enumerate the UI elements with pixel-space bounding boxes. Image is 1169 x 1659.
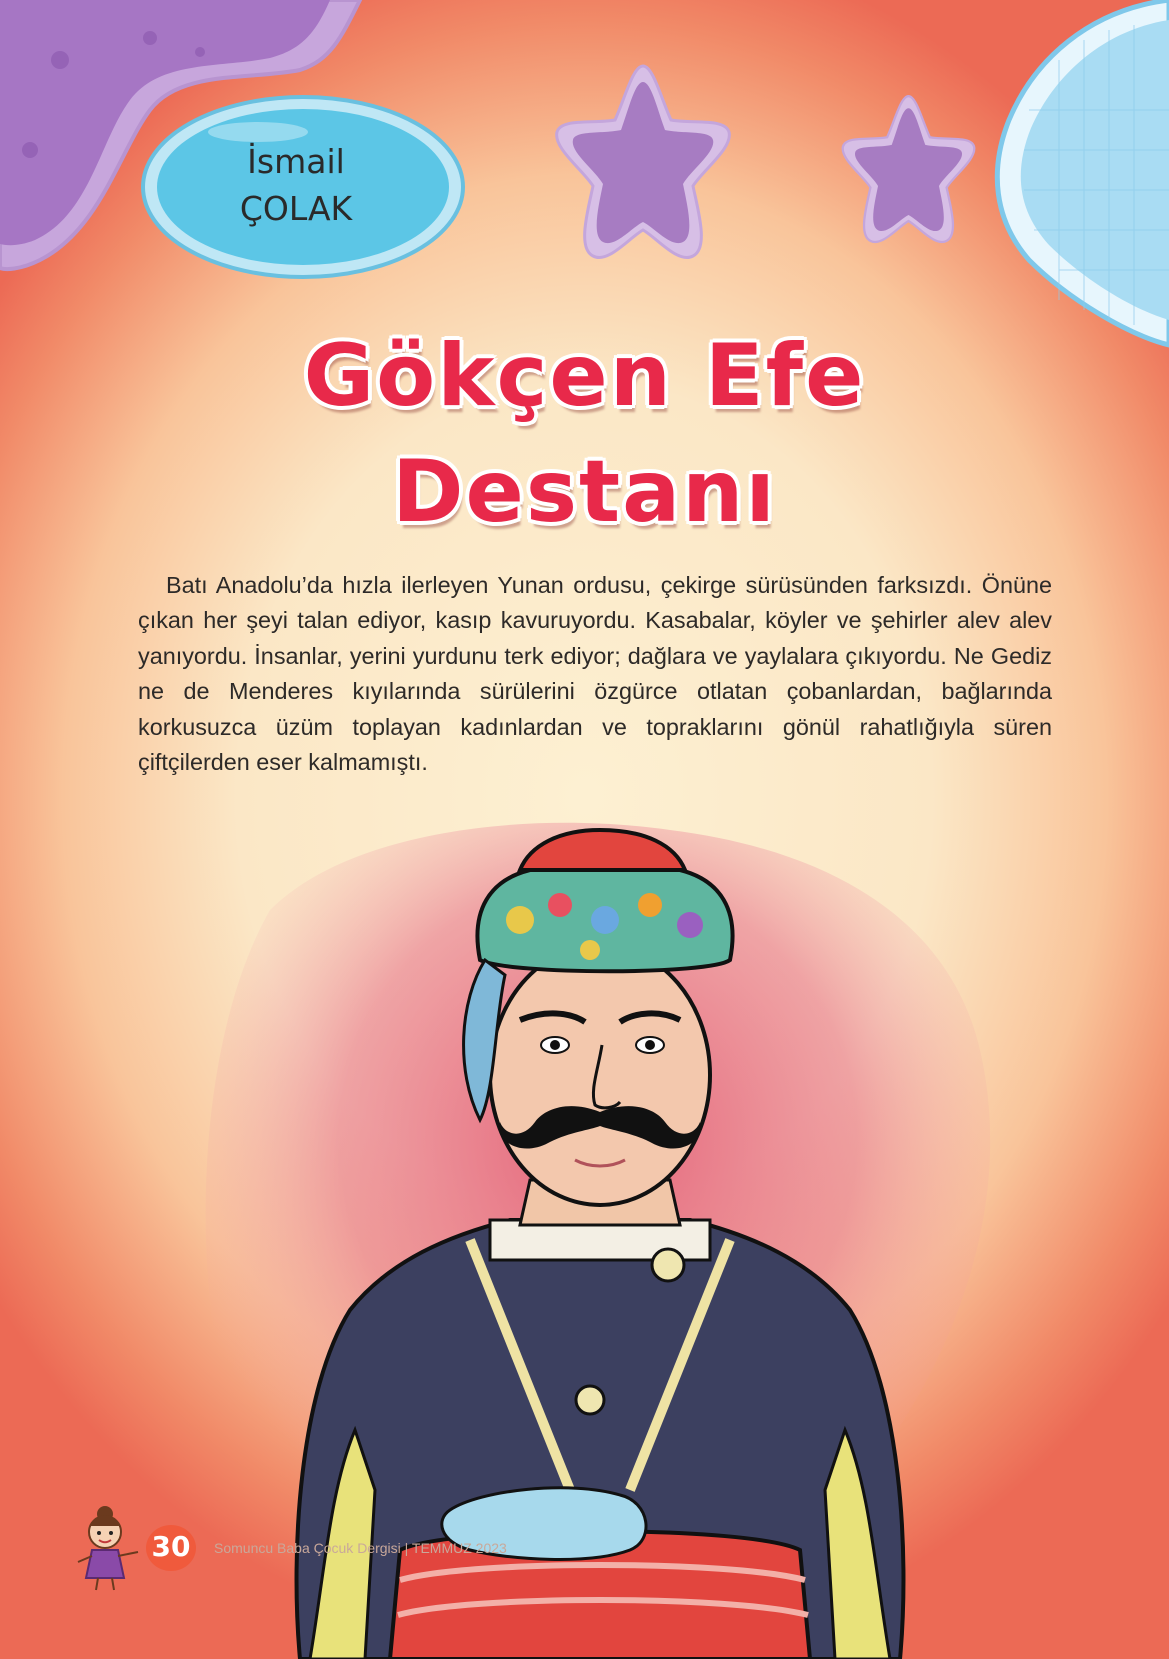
girl-mascot-icon <box>70 1500 145 1595</box>
page-number: 30 <box>151 1530 191 1563</box>
purple-star-icon <box>553 58 733 268</box>
title-line-2: Destanı <box>392 442 777 542</box>
title-line-1: Gökçen Efe <box>303 326 866 426</box>
magazine-credit: Somuncu Baba Çocuk Dergisi | TEMMUZ 2023 <box>214 1540 507 1556</box>
purple-star-icon <box>836 90 981 250</box>
body-paragraph: Batı Anadolu’da hızla ilerleyen Yunan ordusu, çekirge sürüsünden farksızdı. Önüne çıkan her şeyi talan ediyor, kasıp kavuruyordu. Kasabalar, köyler ve şehirler alev alev yanıyordu. İnsanlar, yerini yurdunu terk ediyor; dağlara ve yaylalara çıkıyordu. Ne Gediz ne de Menderes kıyılarında sürülerini özgürce otlatan çobanlardan, bağlarında korkusuzca üzüm toplayan kadınlardan ve topraklarını gönül rahatlığıyla süren çiftçilerden eser kalmamıştı. <box>138 572 1052 776</box>
author-last-name: ÇOLAK <box>239 189 353 228</box>
article-body <box>138 568 1052 780</box>
author-name <box>138 138 454 232</box>
author-first-name: İsmail <box>247 142 345 181</box>
article-title <box>0 318 1169 550</box>
blue-blob-decoration <box>989 0 1169 360</box>
page-footer <box>70 1500 670 1580</box>
